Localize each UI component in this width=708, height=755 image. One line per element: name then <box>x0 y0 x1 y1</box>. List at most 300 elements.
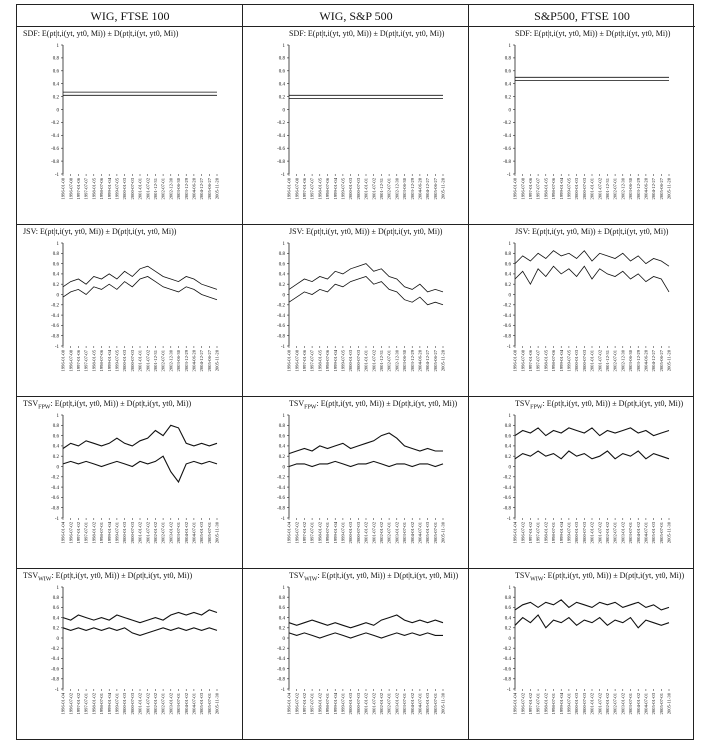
x-tick-label: 2001-12-31 <box>605 178 610 200</box>
x-tick-label: 2003-01-02 <box>394 693 400 715</box>
x-tick-label: 1996-01-08 <box>512 350 518 372</box>
x-tick-label: 2005-01-03 <box>425 693 431 715</box>
x-tick-label: 2002-12-30 <box>394 178 400 200</box>
x-tick-label: 2003-06-30 <box>402 178 408 200</box>
x-tick-label: 2000-01-03 <box>574 350 580 372</box>
y-tick-label: 0 <box>56 108 59 114</box>
line-chart <box>17 239 242 396</box>
series-line-2 <box>289 277 443 305</box>
x-tick-label: 2005-06-27 <box>658 350 664 372</box>
panel-title-prefix: TSV <box>23 399 39 408</box>
column-header: S&P500, FTSE 100 <box>469 5 695 27</box>
y-tick-label: 0.2 <box>504 95 511 101</box>
series-line-2 <box>515 615 669 628</box>
x-tick-label: 1999-07-05 <box>566 350 572 372</box>
panel-title <box>289 29 444 38</box>
x-tick-label: 1998-07-06 <box>325 178 331 200</box>
y-tick-label: 1 <box>282 585 285 591</box>
x-tick-label: 1999-01-04 <box>106 178 112 200</box>
x-tick-label: 2005-01-03 <box>199 693 205 715</box>
x-tick-label: 2005-01-03 <box>651 693 657 715</box>
line-chart <box>469 411 694 568</box>
chart-cell <box>243 569 468 739</box>
y-tick-label: 0.2 <box>278 283 285 288</box>
x-tick-label: 1997-01-06 <box>76 178 81 200</box>
y-tick-label: 0.4 <box>52 444 59 450</box>
x-tick-label: 2001-01-02 <box>589 522 595 544</box>
panel-title-formula: : E(ρt|t,i(yt, yt0, Mi)) ± D(ρt|t,i(yt, yt0, Mi)) <box>527 227 669 236</box>
x-tick-label: 1999-01-04 <box>332 178 338 200</box>
x-tick-label: 1999-07-01 <box>114 522 120 544</box>
x-tick-label: 2000-07-03 <box>355 178 361 200</box>
y-tick-label: -1 <box>506 687 511 693</box>
x-tick-label: 2001-01-01 <box>137 350 143 372</box>
y-tick-label: 0.4 <box>504 82 511 88</box>
x-tick-label: 1998-01-05 <box>91 350 97 372</box>
y-tick-label: -0.6 <box>277 147 285 152</box>
x-tick-label: 2005-01-03 <box>425 522 431 544</box>
x-tick-label: 1998-01-02 <box>91 693 97 715</box>
panel-title <box>515 29 670 38</box>
x-tick-label: 1999-07-05 <box>114 178 120 200</box>
x-tick-label: 1998-01-05 <box>543 178 549 200</box>
y-tick-label: -1 <box>54 172 59 178</box>
x-tick-label: 2005-01-03 <box>199 522 205 544</box>
line-chart <box>469 41 694 224</box>
x-tick-label: 2002-01-02 <box>605 522 610 544</box>
x-tick-label: 1996-01-08 <box>60 350 66 372</box>
x-tick-label: 2003-06-30 <box>628 350 634 372</box>
x-tick-label: 2000-07-03 <box>129 522 135 544</box>
y-tick-label: 0.2 <box>504 455 511 460</box>
panel-title-formula: : E(ρt|t,i(yt, yt0, Mi)) ± D(ρt|t,i(yt, yt0, Mi)) <box>50 399 192 408</box>
y-tick-label: 0.6 <box>278 434 285 440</box>
x-tick-label: 2002-07-01 <box>386 178 392 200</box>
x-tick-label: 2002-07-01 <box>612 693 618 715</box>
x-tick-label: 2005-07-01 <box>658 522 664 544</box>
y-tick-label: 0 <box>508 636 511 642</box>
x-tick-label: 2004-06-28 <box>643 350 649 372</box>
y-tick-label: -1 <box>280 172 285 178</box>
x-tick-label: 2001-07-02 <box>597 178 603 200</box>
chart-cell <box>469 569 694 739</box>
y-tick-label: 0 <box>282 465 285 471</box>
x-tick-label: 2003-12-29 <box>183 350 189 372</box>
x-tick-label: 2000-07-03 <box>581 350 587 372</box>
x-tick-label: 1996-07-08 <box>68 178 74 200</box>
x-tick-label: 1999-07-01 <box>114 693 120 715</box>
x-tick-label: 1997-01-02 <box>302 522 307 544</box>
y-tick-label: -0.6 <box>503 496 511 502</box>
x-tick-label: 2004-06-28 <box>417 178 423 200</box>
x-tick-label: 1999-01-04 <box>106 693 112 715</box>
y-tick-label: -0.6 <box>51 147 59 152</box>
y-tick-label: 0.6 <box>278 69 285 75</box>
x-tick-label: 2003-06-30 <box>176 178 182 200</box>
x-tick-label: 2005-11-30 <box>666 693 672 715</box>
y-tick-label: -0.8 <box>277 506 285 512</box>
y-tick-label: -0.6 <box>503 667 511 673</box>
x-tick-label: 2001-07-02 <box>145 693 151 715</box>
x-tick-label: 1996-07-02 <box>68 693 74 715</box>
x-tick-label: 1998-01-05 <box>317 178 323 200</box>
y-tick-label: 0 <box>282 293 285 299</box>
x-tick-label: 1997-01-02 <box>302 693 307 715</box>
series-line-1 <box>63 610 217 623</box>
y-tick-label: 1 <box>508 43 511 49</box>
y-tick-label: -0.2 <box>51 647 59 652</box>
x-tick-label: 1996-07-08 <box>294 350 300 372</box>
x-tick-label: 1998-07-06 <box>99 178 105 200</box>
x-tick-label: 1999-01-04 <box>332 693 338 715</box>
y-tick-label: -0.8 <box>51 677 59 683</box>
x-tick-label: 2003-07-01 <box>628 522 634 544</box>
panel-title <box>289 227 442 236</box>
y-tick-label: 0.8 <box>278 596 285 601</box>
x-tick-label: 2001-01-02 <box>363 693 369 715</box>
y-tick-label: 0.8 <box>278 56 285 62</box>
x-tick-label: 1997-01-06 <box>302 350 307 372</box>
x-tick-label: 2003-07-01 <box>402 693 408 715</box>
x-tick-label: 1998-07-01 <box>325 693 331 715</box>
y-tick-label: 1 <box>508 241 511 247</box>
x-tick-label: 2000-07-03 <box>355 522 361 544</box>
panel-title <box>23 571 192 583</box>
x-tick-label: 1997-07-07 <box>535 350 541 372</box>
y-tick-label: -0.2 <box>51 475 59 481</box>
x-tick-label: 2004-06-28 <box>191 178 197 200</box>
x-tick-label: 2000-01-03 <box>348 350 354 372</box>
x-tick-label: 2005-11-28 <box>214 178 220 200</box>
y-tick-label: 0.2 <box>504 283 511 288</box>
x-tick-label: 2004-07-01 <box>643 522 649 544</box>
panel-title-prefix: SDF <box>515 29 530 38</box>
x-tick-label: 1998-01-05 <box>317 350 323 372</box>
x-tick-label: 2004-01-02 <box>409 693 415 715</box>
x-tick-label: 1998-07-01 <box>99 693 105 715</box>
x-tick-label: 2002-07-01 <box>612 178 618 200</box>
x-tick-label: 1999-01-04 <box>332 350 338 372</box>
y-tick-label: 0.6 <box>52 434 59 440</box>
y-tick-label: 1 <box>282 241 285 247</box>
y-tick-label: 0.2 <box>278 626 285 632</box>
panel-title-formula: : E(ρt|t,i(yt, yt0, Mi)) ± D(ρt|t,i(yt, yt0, Mi)) <box>303 29 445 38</box>
y-tick-label: 0.4 <box>504 616 511 622</box>
figure-table <box>16 4 694 740</box>
panel-title-prefix: SDF <box>23 29 38 38</box>
x-tick-label: 1999-01-04 <box>332 522 338 544</box>
x-tick-label: 1998-01-05 <box>91 178 97 200</box>
x-tick-label: 1999-01-04 <box>558 693 564 715</box>
y-tick-label: -0.4 <box>277 313 285 319</box>
y-tick-label: -0.6 <box>277 667 285 673</box>
y-tick-label: 0.6 <box>504 606 511 612</box>
x-tick-label: 1997-07-07 <box>535 178 541 200</box>
y-tick-label: 0 <box>282 636 285 642</box>
x-tick-label: 2005-07-01 <box>206 693 212 715</box>
x-tick-label: 2000-01-03 <box>574 693 580 715</box>
x-tick-label: 2005-11-28 <box>440 350 446 372</box>
x-tick-label: 1997-07-01 <box>309 693 315 715</box>
y-tick-label: 0.2 <box>52 455 59 460</box>
x-tick-label: 2002-01-02 <box>153 693 158 715</box>
x-tick-label: 2004-12-27 <box>425 178 431 200</box>
y-tick-label: 0.2 <box>52 626 59 632</box>
y-tick-label: -0.6 <box>51 667 59 673</box>
line-chart <box>469 239 694 396</box>
series-line-1 <box>289 264 443 292</box>
y-tick-label: 0.4 <box>52 82 59 88</box>
panel-title-formula: : E(ρt|t,i(yt, yt0, Mi)) ± D(ρt|t,i(yt, yt0, Mi)) <box>301 227 443 236</box>
y-tick-label: 0 <box>508 108 511 114</box>
y-tick-label: -0.8 <box>51 159 59 165</box>
series-line-2 <box>63 628 217 636</box>
x-tick-label: 1997-01-06 <box>76 350 81 372</box>
y-tick-label: 0.2 <box>52 95 59 101</box>
column-header: WIG, FTSE 100 <box>17 5 243 27</box>
x-tick-label: 2004-06-28 <box>643 178 649 200</box>
y-tick-label: -0.2 <box>503 475 511 481</box>
x-tick-label: 2001-01-02 <box>363 522 369 544</box>
x-tick-label: 2003-01-02 <box>620 522 626 544</box>
x-tick-label: 2000-07-03 <box>129 693 135 715</box>
x-tick-label: 2002-12-30 <box>168 350 174 372</box>
x-tick-label: 1997-07-07 <box>83 178 89 200</box>
x-tick-label: 2003-06-30 <box>402 350 408 372</box>
y-tick-label: 0.6 <box>504 69 511 75</box>
y-tick-label: 0.8 <box>504 56 511 62</box>
y-tick-label: 1 <box>56 585 59 591</box>
x-tick-label: 1999-07-05 <box>340 178 346 200</box>
y-tick-label: -0.2 <box>503 303 511 309</box>
x-tick-label: 2001-07-02 <box>371 693 377 715</box>
x-tick-label: 2004-01-02 <box>183 693 189 715</box>
y-tick-label: 0.6 <box>52 262 59 268</box>
x-tick-label: 2001-01-02 <box>137 522 143 544</box>
x-tick-label: 2002-01-02 <box>379 522 384 544</box>
y-tick-label: 1 <box>508 585 511 591</box>
chart-cell <box>469 225 694 396</box>
panel-title <box>23 399 191 411</box>
x-tick-label: 2000-07-03 <box>129 178 135 200</box>
y-tick-label: -0.2 <box>51 303 59 309</box>
series-line-1 <box>515 600 669 610</box>
x-tick-label: 2002-07-01 <box>386 350 392 372</box>
x-tick-label: 2004-07-01 <box>643 693 649 715</box>
x-tick-label: 2005-11-28 <box>666 350 672 372</box>
y-tick-label: -0.8 <box>277 159 285 165</box>
y-tick-label: -0.4 <box>503 485 511 491</box>
x-tick-label: 2005-07-01 <box>658 693 664 715</box>
x-tick-label: 2001-07-02 <box>145 350 151 372</box>
x-tick-label: 1998-01-02 <box>543 522 549 544</box>
y-tick-label: -0.6 <box>51 496 59 502</box>
x-tick-label: 2005-06-27 <box>206 350 212 372</box>
panel-title-subscript: FPW <box>38 404 51 411</box>
chart-cell <box>469 397 694 568</box>
y-tick-label: 0 <box>508 293 511 299</box>
y-tick-label: -0.8 <box>51 506 59 512</box>
y-tick-label: -0.6 <box>277 324 285 330</box>
y-tick-label: -0.4 <box>277 485 285 491</box>
x-tick-label: 2005-11-28 <box>214 350 220 372</box>
series-line-2 <box>515 266 669 292</box>
panel-title-prefix: TSV <box>23 571 39 580</box>
x-tick-label: 1997-01-06 <box>528 178 533 200</box>
x-tick-label: 2002-07-01 <box>386 693 392 715</box>
line-chart <box>17 411 242 568</box>
x-tick-label: 2004-12-27 <box>651 178 657 200</box>
y-tick-label: -0.8 <box>503 506 511 512</box>
line-chart <box>243 41 468 224</box>
panel-title <box>289 571 458 583</box>
y-tick-label: -1 <box>506 516 511 522</box>
x-tick-label: 1998-01-02 <box>543 693 549 715</box>
x-tick-label: 1996-01-08 <box>286 178 292 200</box>
x-tick-label: 2003-01-02 <box>168 522 174 544</box>
x-tick-label: 1998-07-01 <box>325 522 331 544</box>
x-tick-label: 2002-07-01 <box>612 350 618 372</box>
panel-title <box>515 227 668 236</box>
x-tick-label: 1997-07-07 <box>309 350 315 372</box>
line-chart <box>469 583 694 739</box>
panel-title-prefix: TSV <box>289 571 305 580</box>
x-tick-label: 1997-07-01 <box>83 522 89 544</box>
x-tick-label: 1999-01-04 <box>106 522 112 544</box>
y-tick-label: -0.2 <box>51 121 59 127</box>
x-tick-label: 2003-07-01 <box>628 693 634 715</box>
panel-title <box>515 399 683 411</box>
x-tick-label: 1996-01-04 <box>286 522 292 544</box>
x-tick-label: 1998-07-06 <box>551 178 557 200</box>
x-tick-label: 1998-01-05 <box>543 350 549 372</box>
x-tick-label: 2003-12-29 <box>635 350 641 372</box>
x-tick-label: 2003-01-02 <box>168 693 174 715</box>
x-tick-label: 1998-07-06 <box>325 350 331 372</box>
x-tick-label: 2005-01-03 <box>651 522 657 544</box>
x-tick-label: 2004-06-28 <box>191 350 197 372</box>
x-tick-label: 2002-12-30 <box>394 350 400 372</box>
panel-title-subscript: FPW <box>304 404 317 411</box>
y-tick-label: -0.8 <box>503 159 511 165</box>
x-tick-label: 1997-07-07 <box>309 178 315 200</box>
x-tick-label: 2004-12-27 <box>651 350 657 372</box>
x-tick-label: 1998-07-01 <box>99 522 105 544</box>
line-chart <box>17 41 242 224</box>
chart-cell <box>17 27 242 224</box>
x-tick-label: 2002-07-01 <box>160 178 166 200</box>
x-tick-label: 2001-12-31 <box>153 178 158 200</box>
x-tick-label: 1996-07-08 <box>520 350 526 372</box>
x-tick-label: 1998-07-06 <box>99 350 105 372</box>
x-tick-label: 2003-01-02 <box>394 522 400 544</box>
x-tick-label: 2000-01-03 <box>348 693 354 715</box>
x-tick-label: 1997-07-01 <box>535 522 541 544</box>
x-tick-label: 2003-07-01 <box>176 693 182 715</box>
series-line-2 <box>289 461 443 466</box>
y-tick-label: 0.4 <box>278 82 285 88</box>
x-tick-label: 2004-01-02 <box>183 522 189 544</box>
x-tick-label: 1998-07-01 <box>551 693 557 715</box>
x-tick-label: 2004-12-27 <box>425 350 431 372</box>
panel-title-prefix: TSV <box>515 571 531 580</box>
x-tick-label: 1998-07-06 <box>551 350 557 372</box>
x-tick-label: 2005-07-01 <box>432 693 438 715</box>
panel-title-subscript: WIW <box>38 576 52 583</box>
y-tick-label: 0.8 <box>504 596 511 601</box>
x-tick-label: 2000-01-03 <box>574 178 580 200</box>
y-tick-label: 0.6 <box>504 262 511 268</box>
x-tick-label: 2001-12-31 <box>605 350 610 372</box>
x-tick-label: 1996-01-08 <box>512 178 518 200</box>
x-tick-label: 2004-07-01 <box>417 693 423 715</box>
panel-title-subscript: FPW <box>530 404 543 411</box>
x-tick-label: 2001-01-01 <box>363 350 369 372</box>
x-tick-label: 1998-01-02 <box>317 522 323 544</box>
x-tick-label: 2001-01-01 <box>363 178 369 200</box>
x-tick-label: 2003-12-29 <box>409 178 415 200</box>
column-header: WIG, S&P 500 <box>243 5 469 27</box>
line-chart <box>17 583 242 739</box>
x-tick-label: 2002-01-02 <box>379 693 384 715</box>
y-tick-label: 0.2 <box>278 455 285 460</box>
x-tick-label: 2005-07-01 <box>206 522 212 544</box>
x-tick-label: 2000-01-03 <box>574 522 580 544</box>
x-tick-label: 2001-12-31 <box>379 178 384 200</box>
x-tick-label: 2000-07-03 <box>355 693 361 715</box>
x-tick-label: 2001-12-31 <box>379 350 384 372</box>
panel-title-formula: : E(ρt|t,i(yt, yt0, Mi)) ± D(ρt|t,i(yt, yt0, Mi)) <box>529 29 671 38</box>
panel-title-prefix: TSV <box>515 399 531 408</box>
line-chart <box>243 583 468 739</box>
x-tick-label: 1998-01-02 <box>91 522 97 544</box>
chart-cell <box>17 397 242 568</box>
x-tick-label: 1996-07-08 <box>520 178 526 200</box>
y-tick-label: 0.8 <box>52 424 59 430</box>
y-tick-label: -0.4 <box>503 313 511 319</box>
y-tick-label: 0 <box>282 108 285 114</box>
x-tick-label: 2001-07-02 <box>597 350 603 372</box>
x-tick-label: 2004-12-27 <box>199 350 205 372</box>
x-tick-label: 2000-07-03 <box>581 178 587 200</box>
y-tick-label: 1 <box>56 43 59 49</box>
x-tick-label: 1996-07-02 <box>68 522 74 544</box>
x-tick-label: 2005-06-27 <box>432 350 438 372</box>
x-tick-label: 2001-07-02 <box>597 522 603 544</box>
x-tick-label: 1998-01-02 <box>317 693 323 715</box>
x-tick-label: 2005-06-27 <box>206 178 212 200</box>
chart-cell <box>17 225 242 396</box>
x-tick-label: 1999-01-04 <box>558 350 564 372</box>
line-chart <box>243 411 468 568</box>
y-tick-label: -1 <box>54 344 59 350</box>
x-tick-label: 2000-01-03 <box>122 693 128 715</box>
x-tick-label: 1997-07-07 <box>83 350 89 372</box>
x-tick-label: 1997-01-02 <box>76 693 81 715</box>
y-tick-label: 0.8 <box>504 252 511 258</box>
y-tick-label: -0.2 <box>277 121 285 127</box>
y-tick-label: -0.6 <box>51 324 59 330</box>
y-tick-label: 0.4 <box>278 272 285 278</box>
x-tick-label: 2004-01-02 <box>635 693 641 715</box>
line-chart <box>243 239 468 396</box>
y-tick-label: 0.4 <box>278 444 285 450</box>
y-tick-label: -0.6 <box>277 496 285 502</box>
panel-title <box>515 571 684 583</box>
x-tick-label: 2003-12-29 <box>635 178 641 200</box>
x-tick-label: 1997-07-01 <box>535 693 541 715</box>
x-tick-label: 2004-07-01 <box>191 693 197 715</box>
